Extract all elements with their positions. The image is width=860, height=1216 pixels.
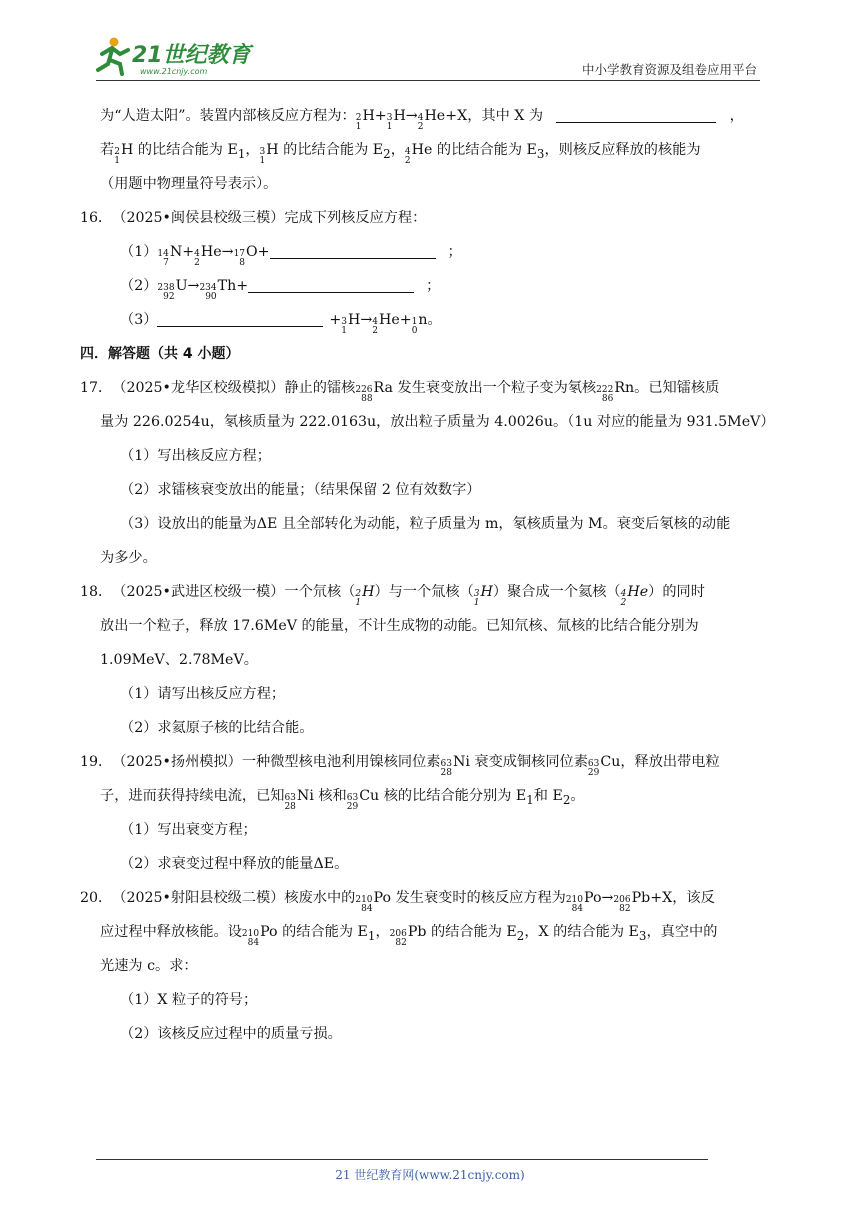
answer-blank[interactable]: [248, 278, 414, 293]
footer-link[interactable]: 21 世纪教育网(www.21cnjy.com): [335, 1168, 525, 1182]
q15-line-3: （用题中物理量符号表示）。: [100, 176, 278, 192]
q20-part-1: （1）X 粒子的符号；: [120, 992, 258, 1008]
answer-blank[interactable]: [556, 108, 716, 123]
q18-line-1: 18．（2025•武进区校级一模）一个氘核（ 2 1 H ）与一个氚核（ 3 1 H ）聚合成一个氦核（ 4 2 He ）的同时: [80, 584, 705, 608]
header-divider: [96, 80, 760, 81]
q17-part-2: （2）求镭核衰变放出的能量；（结果保留 2 位有效数字）: [120, 482, 481, 498]
q18-part-2: （2）求氦原子核的比结合能。: [120, 720, 314, 736]
page-header: [0, 0, 860, 90]
answer-blank[interactable]: [157, 312, 323, 327]
q20-part-2: （2）该核反应过程中的质量亏损。: [120, 1026, 342, 1042]
q16-part-3: （3） + 3 1 H→ 4 2 He+ 1 0 n。: [120, 312, 442, 336]
q17-part-3-cont: 为多少。: [100, 550, 157, 566]
q20-line-1: 20．（2025•射阳县校级二模）核废水中的 210 84 Po 发生衰变时的核反应方程为 210 84 Po→ 206 82 Pb+X，该反: [80, 890, 715, 914]
q19-part-2: （2）求衰变过程中释放的能量ΔE。: [120, 856, 349, 872]
q16-part-2: （2） 238 92 U→ 234 90 Th+ ；: [120, 278, 441, 302]
section-heading: 四．解答题（共 4 小题）: [80, 346, 240, 362]
site-logo: [92, 34, 262, 80]
q19-part-1: （1）写出衰变方程；: [120, 822, 257, 838]
q20-line-3: 光速为 c。求：: [100, 958, 198, 974]
runner-logo-icon: [92, 34, 262, 80]
footer-divider: [96, 1159, 708, 1160]
q16-stem: 16．（2025•闽侯县校级三模）完成下列核反应方程：: [80, 210, 427, 226]
platform-name: 中小学教育资源及组卷应用平台: [581, 62, 757, 77]
q17-part-3: （3）设放出的能量为ΔE 且全部转化为动能，粒子质量为 m，氡核质量为 M。衰变后氡核的动能: [120, 516, 731, 532]
answer-blank[interactable]: [270, 244, 436, 259]
q15-line-2: 若 2 1 H 的比结合能为 $E_1$， 3 1 H 的比结合能为 $E_2$， 4 2 He 的比结合能为 $E_3$，则核反应释放的核能为: [100, 142, 701, 166]
q18-line-2: 放出一个粒子，释放 17.6MeV 的能量，不计生成物的动能。已知氘核、氚核的比结合能分别为: [100, 618, 699, 634]
q20-line-2: 应过程中释放核能。设 210 84 Po 的结合能为 $E_1$， 206 82 Pb 的结合能为 $E_2$，X 的结合能为 $E_3$，真空中的: [100, 924, 718, 948]
svg-text:www.21cnjy.com: www.21cnjy.com: [140, 67, 208, 76]
q15-line-1: 为“人造太阳”。装置内部核反应方程为： 2 1 H+ 3 1 H→ 4 2 He+X，其中 X 为 ，: [100, 108, 744, 132]
q17-line-1: 17．（2025•龙华区校级模拟）静止的镭核 226 88 Ra 发生衰变放出一个粒子变为氡核 222 86 Rn。已知镭核质: [80, 380, 720, 404]
q18-line-3: 1.09MeV、2.78MeV。: [100, 652, 258, 668]
q19-line-1: 19．（2025•扬州模拟）一种微型核电池利用镍核同位素 63 28 Ni 衰变成铜核同位素 63 29 Cu，释放出带电粒: [80, 754, 720, 778]
q18-part-1: （1）请写出核反应方程；: [120, 686, 286, 702]
q16-part-1: （1） 14 7 N+ 4 2 He→ 17 8 O+ ；: [120, 244, 462, 268]
q17-line-2: 量为 226.0254u，氡核质量为 222.0163u，放出粒子质量为 4.0026u。（1u 对应的能量为 931.5MeV）: [100, 414, 775, 430]
svg-text:21世纪教育: 21世纪教育: [132, 43, 251, 68]
q19-line-2: 子，进而获得持续电流，已知 63 28 Ni 核和 63 29 Cu 核的比结合能分别为 $E_1$和 $E_2$。: [100, 788, 585, 812]
q17-part-1: （1）写出核反应方程；: [120, 448, 271, 464]
